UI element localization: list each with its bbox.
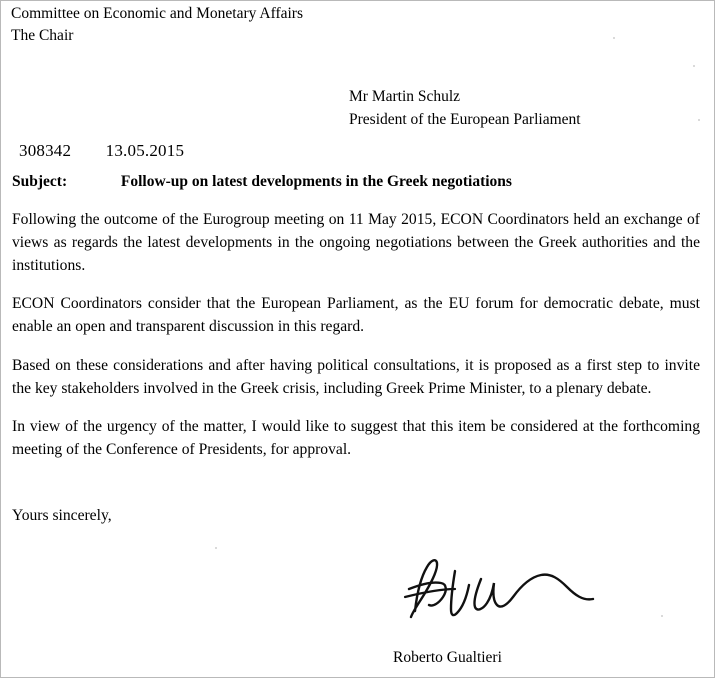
valediction: Yours sincerely, [12, 507, 112, 524]
letterhead-committee: Committee on Economic and Monetary Affairs [11, 5, 303, 22]
letterhead [11, 3, 303, 48]
subject-text: Follow-up on latest developments in the Greek negotiations [120, 173, 512, 190]
handwritten-signature-icon [381, 549, 641, 629]
addressee-name: Mr Martin Schulz [349, 88, 461, 105]
addressee-block [349, 85, 581, 132]
signature-image [381, 549, 641, 629]
body-paragraph-4: In view of the urgency of the matter, I would like to suggest that this item be considered at the forthcoming meeting of the Conference of Presidents, for approval. [12, 418, 700, 459]
reference-date: 13.05.2015 [105, 141, 185, 160]
body-paragraph-1: Following the outcome of the Eurogroup meeting on 11 May 2015, ECON Coordinators held an exchange of views as regards the latest developments in the ongoing negotiations between the Greek authorities and the institutions. [12, 211, 700, 274]
body-paragraph-3: Based on these considerations and after having political consultations, it is proposed as a first step to invite the key stakeholders involved in the Greek crisis, including Greek Prime Minister, to a plenary debate. [12, 356, 700, 397]
addressee-title: President of the European Parliament [349, 111, 581, 129]
subject-line [12, 173, 512, 191]
letter-body [12, 209, 700, 462]
scan-speck [693, 65, 695, 67]
scan-speck [215, 547, 217, 549]
subject-label: Subject: [12, 173, 68, 190]
body-paragraph-2: ECON Coordinators consider that the European Parliament, as the EU forum for democratic debate, must enable an open and transparent discussion in this regard. [12, 295, 700, 336]
letterhead-role: The Chair [11, 27, 74, 45]
reference-number: 308342 [19, 141, 72, 160]
signer-name: Roberto Gualtieri [393, 649, 502, 666]
scan-speck [661, 615, 663, 617]
scan-speck [698, 119, 700, 121]
reference-line [19, 141, 184, 161]
scan-speck [613, 37, 615, 39]
